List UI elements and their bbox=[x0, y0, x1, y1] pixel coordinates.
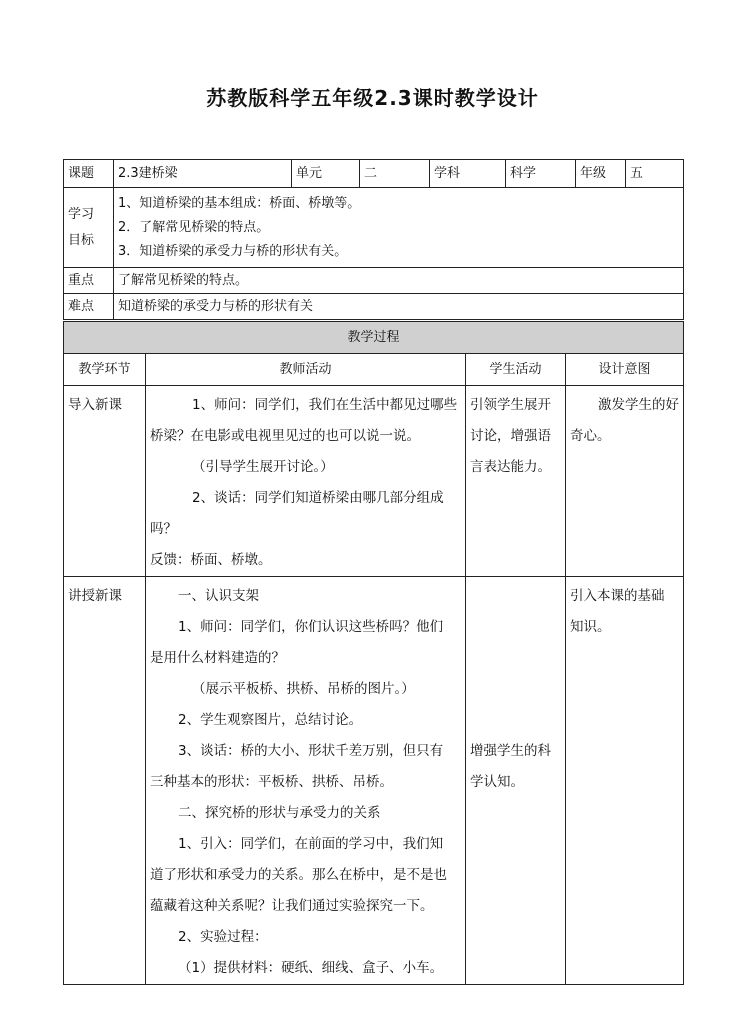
stage-cell: 讲授新课 bbox=[64, 577, 146, 985]
info-table bbox=[63, 159, 684, 320]
nandian-value: 知道桥梁的承受力与桥的形状有关 bbox=[114, 294, 684, 320]
teacher-line: 1、引入：同学们，在前面的学习中，我们知 bbox=[178, 836, 444, 852]
column-header-teacher: 教师活动 bbox=[146, 354, 466, 386]
teacher-line: 2、实验过程： bbox=[178, 929, 268, 945]
teacher-line: （展示平板桥、拱桥、吊桥的图片。） bbox=[192, 681, 415, 697]
teacher-line: 反馈：桥面、桥墩。 bbox=[150, 552, 272, 568]
teacher-line: 二、探究桥的形状与承受力的关系 bbox=[178, 805, 381, 821]
keti-value: 2.3建桥梁 bbox=[114, 160, 292, 188]
student-line: 引领学生展开 bbox=[470, 397, 551, 413]
keti-label: 课题 bbox=[64, 160, 114, 188]
teacher-line: 三种基本的形状：平板桥、拱桥、吊桥。 bbox=[150, 774, 393, 790]
goal-item: 2．了解常见桥梁的特点。 bbox=[118, 219, 270, 235]
student-activity-cell bbox=[466, 386, 566, 577]
goal-item: 1、知道桥梁的基本组成：桥面、桥墩等。 bbox=[118, 195, 361, 211]
page-title: 苏教版科学五年级2.3课时教学设计 bbox=[206, 86, 539, 110]
zhongdian-value: 了解常见桥梁的特点。 bbox=[114, 268, 684, 294]
process-table bbox=[63, 321, 684, 985]
teacher-line: 桥梁？在电影或电视里见过的也可以说一说。 bbox=[150, 428, 420, 444]
goals-label-line-1: 学习 bbox=[68, 206, 95, 222]
intent-cell bbox=[566, 577, 684, 985]
teacher-line: 2、学生观察图片，总结讨论。 bbox=[178, 712, 363, 728]
teacher-line: 道了形状和承受力的关系。那么在桥中，是不是也 bbox=[150, 867, 447, 883]
student-line: 学认知。 bbox=[470, 774, 524, 790]
teacher-line: 1、师问：同学们，你们认识这些桥吗？他们 bbox=[178, 619, 444, 635]
student-line: 言表达能力。 bbox=[470, 459, 551, 475]
nandian-label: 难点 bbox=[64, 294, 114, 320]
teacher-line: 3、谈话：桥的大小、形状千差万别，但只有 bbox=[178, 743, 444, 759]
column-header-intent: 设计意图 bbox=[566, 354, 684, 386]
teacher-line: （引导学生展开讨论。） bbox=[192, 459, 334, 475]
teacher-activity-cell bbox=[146, 386, 466, 577]
danyuan-label: 单元 bbox=[292, 160, 360, 188]
intent-line: 引入本课的基础 bbox=[570, 588, 665, 604]
xueke-label: 学科 bbox=[430, 160, 506, 188]
nianji-value: 五 bbox=[626, 160, 684, 188]
student-line: 增强学生的科 bbox=[470, 743, 551, 759]
teacher-line: 是用什么材料建造的？ bbox=[150, 650, 285, 666]
danyuan-value: 二 bbox=[360, 160, 430, 188]
teacher-line: 一、认识支架 bbox=[178, 588, 259, 604]
teacher-line: （1）提供材料：硬纸、细线、盒子、小车。 bbox=[178, 960, 444, 976]
teacher-line: 蕴藏着这种关系呢？让我们通过实验探究一下。 bbox=[150, 898, 434, 914]
nianji-label: 年级 bbox=[576, 160, 626, 188]
zhongdian-label: 重点 bbox=[64, 268, 114, 294]
intent-line: 知识。 bbox=[570, 619, 611, 635]
student-line: 讨论，增强语 bbox=[470, 428, 551, 444]
intent-line: 激发学生的好 bbox=[598, 397, 679, 413]
intent-cell bbox=[566, 386, 684, 577]
column-header-student: 学生活动 bbox=[466, 354, 566, 386]
student-activity-cell bbox=[466, 577, 566, 985]
goals-content bbox=[114, 188, 684, 268]
teacher-line: 1、师问：同学们，我们在生活中都见过哪些 bbox=[192, 397, 458, 413]
goals-label bbox=[64, 188, 114, 268]
column-header-stage: 教学环节 bbox=[64, 354, 146, 386]
stage-cell: 导入新课 bbox=[64, 386, 146, 577]
goals-label-line-2: 目标 bbox=[68, 232, 95, 248]
intent-line: 奇心。 bbox=[570, 428, 611, 444]
xueke-value: 科学 bbox=[506, 160, 576, 188]
teacher-activity-cell bbox=[146, 577, 466, 985]
teacher-line: 2、谈话：同学们知道桥梁由哪几部分组成吗？ bbox=[150, 490, 444, 537]
process-header: 教学过程 bbox=[64, 322, 684, 354]
goal-item: 3．知道桥梁的承受力与桥的形状有关。 bbox=[118, 243, 348, 259]
